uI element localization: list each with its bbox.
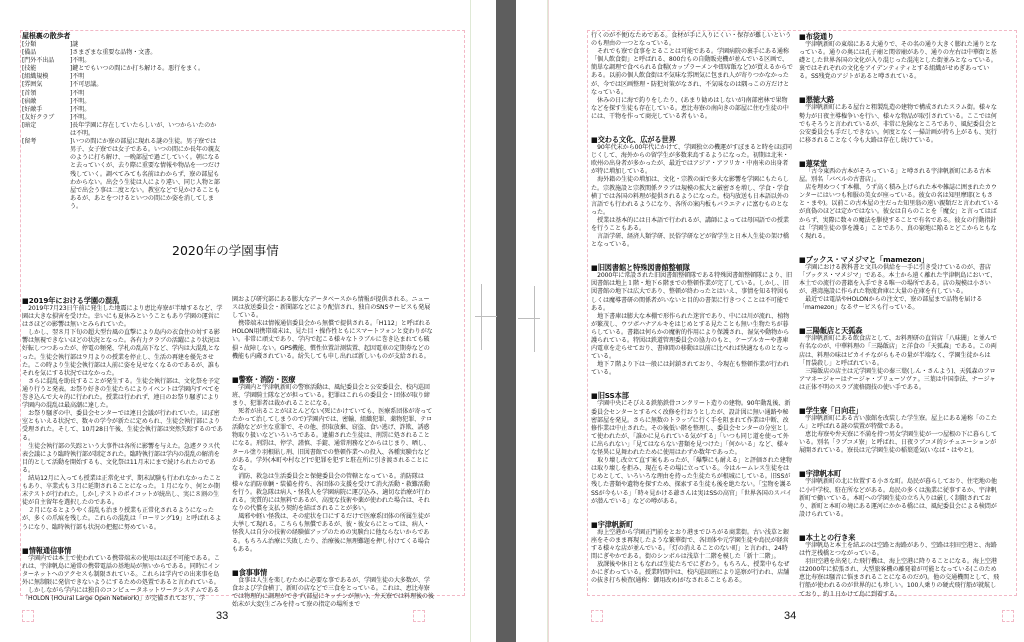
profile-key: [門外不出品 (22, 57, 55, 65)
profile-value: ]不明。 (70, 97, 91, 105)
profile-key: [雰囲気 (22, 81, 43, 89)
paragraph: 羽田空港を出発した飛行機は、海上空港に降りることになる。海上空港は2000年に拡張され、大型旅客機の離発着が可能となっている(このため恵比寿寮は騒音に悩まされることになるのだが)。他の交通機関として、飛行船が使われるのが世界的にも珍しい。100人乗りの硬式飛行船が就航しており、約１日かけて島に到着する。 (799, 558, 999, 598)
paragraph: 休みの日に海で釣りをしたり、(あまり勧めはしないが)南部密林で果物などを探す生徒も存在している。恵比寿寮の南向きの部屋に住む生徒の中には、干物を作って商売している者もいる。 (591, 96, 789, 120)
profile-value: ]不明。 (70, 57, 91, 65)
paragraph: 地下書庫は膨大な本棚で形作られた迷宮であり、中には川が流れ、植物が繁茂し、ウツボハナアルキをはじめとする見たことも無い生物たちが暮らしている。書籍は何らかの魔術的作用により保護され、湿気や動物から護られている。特図は鉄道管理委員会の協力のもと、ケーブルカーや書庫内電車を走らせており、書庫間の移動は以前に比べれば快適なものとなっている。 (591, 312, 790, 361)
profile-key: [首領 (22, 89, 37, 97)
paragraph: 2019年7月23日午前に発生した地震により恵比寿寮が半壊するなど、学園は大きな損害を受けた。幸いにも夏休みということもあり学園の運営にはさほどの影響は無いとみられていた。 (22, 305, 223, 329)
paragraph: しかし、翌８月下旬の超大型台風の直撃により島内の衣食住の対する影響は無視できないほどの状況となった。各有力クラブの活躍により状況は好転しつつあったが、停電の頻発、学札の乱高下など、学内は大混乱となった。生徒会執行部は９月よりの授業を停止し、生活の再建を優先させた。この時より生徒会執行部は人前に姿を見せなくなるのであるが、誰もそれを気にする状況ではなかった。 (22, 329, 220, 377)
page-33 (0, 0, 471, 642)
profile-value: ]謎 (70, 41, 79, 48)
profile-row (22, 73, 222, 81)
paragraph: さらに混乱を助長することが発生する。生徒会執行部は、文化祭を予定通り行うと発表。お祭り好きの生徒たちによりイベントは学園内すべてを巻き込んで大々的に行われた。授業は行われず、連日のお祭り騒ぎにより学園内の混乱は最高潮に達した。 (22, 377, 220, 410)
profile-key: [宿敵 (22, 97, 37, 105)
spine-bar (496, 0, 516, 642)
crop-mark (475, 316, 497, 317)
paragraph: 取り壊し改立て直す案もあったが、「爆撃にも耐える」と評価された建物は取り壊しを拒み、現在もその場に立っている。今はルームレス生徒をはじめとして、いろいろな理由を持った生徒たちが根城にしている。旧SSが残した書類や遺物を探すため、探索する生徒も後を絶たない。「宝物を護るSSが今もいる」「時々見かける爺さんは実はSSの高官」「世界各国のスパイが潜んでいる」などの噂がある。 (591, 457, 792, 505)
section-heading: ■交わる文化、広がる世界 (591, 135, 676, 145)
article-section (22, 546, 224, 604)
section-heading: ■警察・消防・医療 (232, 374, 296, 384)
article-section (591, 135, 793, 249)
profile-rows (22, 41, 222, 211)
page-34 (548, 0, 1024, 642)
article-section (799, 469, 1001, 518)
profile-value: ]長年学園に存在していたらしいが、いつからいたのかは不明。 (70, 121, 217, 138)
section-heading: ■悪徳大路 (799, 95, 835, 105)
article-section (799, 533, 1001, 599)
section-heading: ■学生寮「日向荘」 (799, 406, 863, 415)
profile-key: [留考 (22, 138, 37, 146)
paragraph: 携帯端末は情報通信委員会から無償で提供される。「H112」と呼ばれるHOLON用携帯端末は、見た目・操作性ともにスマートフォンと変わりがない。非常に頑丈であり、学内で起こる様々なトラブルに巻き込まれても破損・故障しない。GPS機能、慣性位置計測装置、起因電車の定期券などの機能も内蔵されている。紛失しても申し出れば新しいものが支給される。 (232, 320, 433, 360)
profile-row (22, 65, 222, 73)
article-section (799, 255, 1001, 313)
section-heading: ■本土との行き来 (799, 532, 856, 542)
article-section (591, 391, 793, 505)
paragraph: 学園内では本土で使われている携帯端末の使用はほぼ不可能である。これは、宇津帆島に通常の携帯電話の基地局が無いからである。同時にインターネットへのアクセスも制限されている。これらは学内での出来事を島外に無制限に発信できないようにするための処置であると言われている。 (22, 554, 220, 586)
paragraph: 授業は基本的には日本語で行われるが、講師によっては母国語での授業を行うこともある。 (591, 216, 789, 232)
profile-value: ]不明。 (70, 113, 91, 121)
profile-value: ]さまざまな重要な品物・文書。 (70, 49, 157, 57)
section-heading: ■布袋通り (799, 32, 835, 41)
paragraph: 学園における教科書と文具の供給を一手に引き受けているのが、書店「ブックス・マメジマ」である。本土から遠く離れた宇津帆島において、本土での流行の書籍を入手できる唯一の場所である。店の規模は小さいが、港湾施設に作られた物流倉庫に大量の在庫を有している。 (799, 263, 997, 296)
paragraph: 生徒会執行部の失踪という大事件は各所に影響を与えた。急遽クラス代表会議により臨時執行部が制定された。臨時執行部は学内の混乱の解消を目的として活動を開始するも、文化祭は11月末にまで続けられたのである。 (22, 442, 220, 474)
crop-mark (481, 284, 482, 350)
profile-row (22, 81, 222, 89)
profile-value: ]不可思議。 (70, 81, 103, 89)
corner-marker (413, 610, 425, 622)
paragraph: 風邪や軽い怪我は、その症状を口にするだけで医療系団体の所属生徒が大挙して現れる。こちらも無償であるが、彼・彼女らにとっては、病人・怪我人は自分の技術の経験値アップのための実験台に他ならないからである。もちろん治療に失敗したり、治療後に無理難題を押し付けてくる場合もある。 (232, 513, 430, 553)
paragraph: 恵比寿寮や弁天寮に不満を持つ男女学園生徒が一つ屋根の下に暮らしている。別名「ラブコメ寮」と呼ばれ、日夜ラブコメ的シチュエーションが展開されている。寮長は元学園生徒の稲葉遥気(いなば・はやと)。 (799, 431, 997, 455)
article-section (799, 32, 1001, 81)
paragraph: お祭り騒ぎの中、委員会センターでは連日会議が行われていた。ほぼ密室ともいえる状況で、数々の学令が新たに定められ、生徒会執行部により受理された。そして、10月28日午後、生徒会執行部は突然失踪するのである。 (22, 410, 223, 442)
profile-key: [備品 (22, 49, 37, 57)
corner-marker (22, 610, 34, 622)
paragraph: 死者が出ることがほとんどない(死にかけていても、医療系団体が寄ってたかって治してしまうので)学園内では、密輸、組織犯罪、薬物犯罪、テロ活動などが主な重罪で、その他、摂取放棄、窃盗、食い逃げ、詐欺、誘惑物取り扱いなどいろいろである。逮捕された生徒は、刑罰に処されることになる。刑罰は、停学、謹慎、手錠、通常刑務などからはじまり、晒し、タール塗り羽根貼し刑、旧図書館での整頓作業への投入、各種実験台などがある。学外(本町や村など)で犯罪を犯すと駐在所に引き渡されることになる。 (232, 408, 433, 472)
paragraph: 園および研究部にある膨大なデータベースから情報が提供される。ニュースは放送委員会・新聞部などにより配信され、独自のSNSサービスも発展している。 (232, 296, 431, 320)
article-section (591, 32, 793, 121)
profile-row (22, 41, 222, 49)
profile-value: ]不明。 (70, 105, 91, 113)
paragraph: 結局12月に入っても授業は正常化せず、期末試験も行われなかったこともあり、卒業式も３月に延期されることになった。１月になり、何とか期末テストが行われた。しかしテストのボイコットが続出し、実に８割の生徒が自主留年を選択したのである。 (22, 474, 221, 507)
article-section (799, 95, 1001, 144)
profile-block (22, 32, 222, 211)
profile-key: [友好クラブ (22, 113, 55, 121)
paragraph: 行くのが不便)なためである。食材が手に入りにくい・保存が難しいというのも理由の一つとなっている。 (591, 32, 792, 48)
paragraph: 90年代末から00年代にかけて、学園独立の機運がすぼまると時をほぼ同じくして、海外からの留学生が多数来島するようになった。初期は北米・欧州の出身者が多かったが、最近ではアジア・アフリカ・中南米の出身者が特に増加している。 (591, 144, 792, 176)
paragraph: しかしながら学内には独自のコンピュータネットワークシステムである「HOLON (HOural Large Open Network)」が完備されており、学 (22, 587, 220, 603)
section-heading: ■宇津帆新町 (591, 519, 634, 529)
page-number-34: 34 (784, 610, 797, 622)
section-heading: ■宇津帆本町 (799, 469, 842, 479)
article-section (799, 406, 1001, 455)
page-number-33: 33 (216, 610, 229, 622)
article-section (232, 375, 434, 554)
profile-value: ]不明 (70, 89, 85, 97)
section-heading: ■旧SS本部 (591, 391, 629, 401)
paragraph: 海上空港から学園正門前をとおり港までひろがる商業街。古い浅草と銀座をそのまま再現したような繁華街で、各団体や元学園生徒や島民が経営する様々な店が並んでいる。「灯の消えることのない町」と言われ、24時間にぎやかである。街のシンボルは浅草十二階を模した「新十二階」。 (591, 528, 789, 560)
profile-row (22, 106, 222, 114)
section-heading: ■食事事情 (232, 567, 268, 577)
paragraph: 宇津帆新町の北に位置する小さな町。島民が暮らしており、住宅地の他に小中学校、駐在所などがある。島民の多くは漁業に従事するか、宇津帆新町で働いている。本町への学園生徒の立ち入りは厳しく制限されており、新町と本町の境にある運河にかかる橋には、風紀委員会による検問が設けられている。 (799, 478, 997, 518)
profile-key: [暗定 (22, 121, 37, 129)
profile-row (22, 114, 222, 122)
page34-column-1 (591, 32, 793, 585)
profile-row (22, 138, 222, 211)
paragraph: ２月になるとようやく混乱も治まり授業も正常化されるようになったが、多くの爪痕を残した。これらの混乱は「ローリング19」と呼ばれるようになり、臨時執行部も状況の把握に努めている。 (22, 507, 222, 531)
section-heading: ■2019年における学園の混乱 (22, 296, 120, 305)
profile-key: [組織規模 (22, 73, 49, 81)
profile-key: [分類 (22, 41, 37, 48)
paragraph: 店を埋めつくす本棚、うず高く積み上げられた本や雑誌に囲まれたカウンターにはいつも和服の美女が座っている。彼女の名は知里摩耶(ともさと・まや)。以前この古本屋の主だった知里翁の遠い親類だと言われているが真偽のほどは定かではない。彼女は自らのことを「魔女」と言ってはばからず、実際に数々の魔法を駆使することで有名である。彼女の行動指針は「学園生徒の事を護る」ことであり、真の窮地に陥るとどこからともなく現れる。 (799, 184, 1000, 240)
article-section (799, 159, 1001, 241)
article-section (232, 568, 434, 609)
section-heading: ■ブックス・マメジマと「mamezon」 (799, 254, 929, 264)
profile-row (22, 90, 222, 98)
profile-row (22, 49, 222, 57)
profile-title: 屋根裏の散歩者 (22, 32, 71, 40)
profile-key: [好敵手 (22, 105, 43, 113)
paragraph: 宇津帆新町にある屋台と粗製乱造の建物で構成されたスラム街。様々な勢力が日夜主導権争いを行い、様々な物品が取引されている。ここでは何でもそろうと言われているが、非常に危険なところであり、風紀委員会と公安委員会も手だしできない。何度となく一掃計画が持ち上がるも、実行に移されることなく今も大路は存在し続けている。 (799, 104, 997, 144)
paragraph: 宇津帆新町にある古い旅館を改装した学生寮。屋上にある通称「のこたん」と呼ばれる謎の装置が特徴である。 (799, 415, 997, 431)
page33-column-1 (22, 296, 224, 603)
article-section (22, 296, 224, 532)
paragraph: 消防、救急は生活委員会と保健委員会の管轄となっている。消防隊は様々な消防車輌・装備を持ち、各団体の支援を受けて消火活動・救難活動を行う。救急隊は病人・怪我人を学園病院に運び込み、適切な治療が行われる。実質的には無料であるが、高度な技術や薬が使われた場合は、それなりの代償を支払う契約を結ばされることが多い。 (232, 472, 431, 513)
paragraph: 宇津帆島と本土を結ぶのは空路と海路があり、空路は羽田空港と、海路は竹芝桟橋とつながっている。 (799, 541, 997, 558)
paragraph: 三陽飯店の店主は元学園生徒の秦三葉(しん・さんよう)、天狐森のフロアマネージャーはナージャ・ブリューソヴァ。三葉は中国拳法、ナージャは正体不明のスラブ流格闘技の使い手である。 (799, 367, 996, 391)
page34-column-2 (799, 32, 1001, 599)
article-section (591, 263, 793, 377)
profile-value: ]不明 (70, 73, 85, 81)
paragraph: 学園中央にそびえる鉄筋鉄骨コンクリート造りの建物。90年動乱後、新委員会センターとするべく改修を行おうとしたが、設計図に無い通路や秘密部屋を発見。さらに無数のトラップに行く手を阻まれて作業は中断、改修作業は中止された。その後低い階を整理し、委員会センターの分室として使われたが、「誰かに見られている気がする」「いつも同じ道を使って外に出られない」「見てはならない書類を見つけた」「何かいる」など、様々な怪異に見舞われたために使用はわずか数年であった。 (591, 400, 791, 457)
section-heading: ■三陽飯店と天狐森 (799, 326, 863, 336)
profile-row (22, 98, 222, 106)
paragraph: 最近では電話やHOLONからの注文で、寮の部屋まで品物を届ける「mamezon」なるサービスも行っている。 (799, 296, 983, 312)
article-section (799, 326, 1001, 392)
crop-mark (534, 286, 535, 352)
article-section (591, 520, 793, 586)
paragraph: 学園内と宇津帆新町の警察活動は、風紀委員会と公安委員会、校内巡回班、学園騎士隊などが担っている。犯罪はこれらの委員会・団体が取り締まり、犯罪者は裁かれることになる。 (232, 383, 430, 407)
paragraph: 「古今東西の古本がそろっている」と噂される宇津帆新町にある古本屋。別名「バベルの古書店」。 (799, 167, 991, 184)
profile-row (22, 122, 222, 138)
paragraph: 海外籍の生徒の増加は、文化・宗教の面で多大な影響を学園にもたらした。宗教施設と宗教関係クラブは規模の拡大と厳密さを増し、学食・学食横丁では各国の料理が提供されるようになった。校内放送も日本語以外の言語でも行われるようになり、各所の案内板もバラエティに富むものとなった。 (591, 176, 789, 216)
chapter-title: 2020年の学園事情 (172, 243, 279, 258)
profile-value: ]鍵とでもいつの間にか打ち解ける。悪行をまく。 (70, 65, 205, 73)
section-heading: ■情報通信事情 (22, 545, 72, 555)
paragraph: 宇津帆新町にある飲食店として、お料理研の直営店「八味闇」と並んで有名なのが、中華料理の「三陽飯店」と洋食の「天狐森」である。この両店は、料理の味はピカイチながらもその量が半端なく、学園生徒からは「胃袋殺し」と呼ばれている。 (799, 335, 997, 367)
article-section (232, 296, 434, 361)
paragraph: 地下７階より下は一般には封鎖されており、今現在も整頓作業が行われている。 (591, 361, 789, 377)
paragraph: 2000年に常設された旧図書館整頓隊である特殊図書館整頓隊により、旧図書館は地上１階・地下６階までの整頓作業が完了している。しかし、旧図書館の地下は広大であり、整頓が終わったとはいえ、事情を知る特図もしくは魔導書研の関係者がいないと目的の書架に行きつくことは不可能である。 (591, 272, 793, 312)
section-heading: ■蓮栞堂 (799, 158, 827, 168)
paragraph: 食事は人生を楽しむために必要な事であるが、学園生徒の大多数が、学食および学食横丁、新町の店などで三食をとっている。これは、恵比寿寮では物理的に調理ができず(部屋にキッチンが無い)、弁天寮では料理後の後始末が大変(生ごみを持って寮の指定の場所まで (232, 576, 434, 608)
paragraph: 放課後や休日ともなれば生徒たちでにぎわう。もちろん、授業中もなぜかにぎわっている。授業時間中は、校内巡回班により巡察が行われ、店舗の抜き打ち検査(通称：御用改め)がなされることもある。 (591, 561, 790, 585)
corner-marker (1002, 610, 1014, 622)
corner-marker (591, 610, 603, 622)
paragraph: 宇津帆新町の東端にある大通りで、その名の通り大きく膨れた通りとなっている。通りの奥には孔子廟と関帝廟があり、通りの左右は中華街と基礎とした世界各国の文化が入り混じった混沌とした街並みとなっている。裏ではそれぞれの文化をアイデンティティとする組織がせめぎあっている。SS残党のアジトがあると噂されている。 (799, 41, 997, 81)
section-heading: ■旧図書館と特殊図書館整頓隊 (591, 263, 690, 273)
profile-key: [技能 (22, 65, 37, 73)
paragraph: それでも寮で食事をとることは可能である。学園病院の裏手にある通称「個人飲食街」と呼ばれる、800台もの自動販売機が並んでいる区画で、簡単な調理で食べられる食糧(カップラーメンや即席飯など)が買えるからである。以前の個人飲食街は不気味な雰囲気に包まれ人が寄りつかなかったが、今では区画整理・防犯対策がなされ、不気味なのは隅っこの方だけとなっている。 (591, 48, 793, 96)
paragraph: 言語学研、経済人類学研、民俗学研などが留学生と日本人生徒の架け橋となっている。 (591, 233, 789, 249)
profile-value: ]いつの間にか寮の部屋に現れる謎の生徒。男子寮では男子、女子寮では女子である。いつの間にか長年の親友のように打ち解け、一晩部屋で過ごしていく。朝になると去っていくが、去り際に重要な情報や物品を一つだけ残していく。調べてみても名前はわからず、寮の部屋もわからない。出会う生徒は人により違い、同じ人物と部屋で出会う事は二度とない。教室などで見かけることもあるが、あとをつけるといつの間にか姿を消してしまう。 (70, 138, 220, 210)
page33-column-2 (232, 296, 434, 609)
crop-mark (518, 318, 540, 319)
